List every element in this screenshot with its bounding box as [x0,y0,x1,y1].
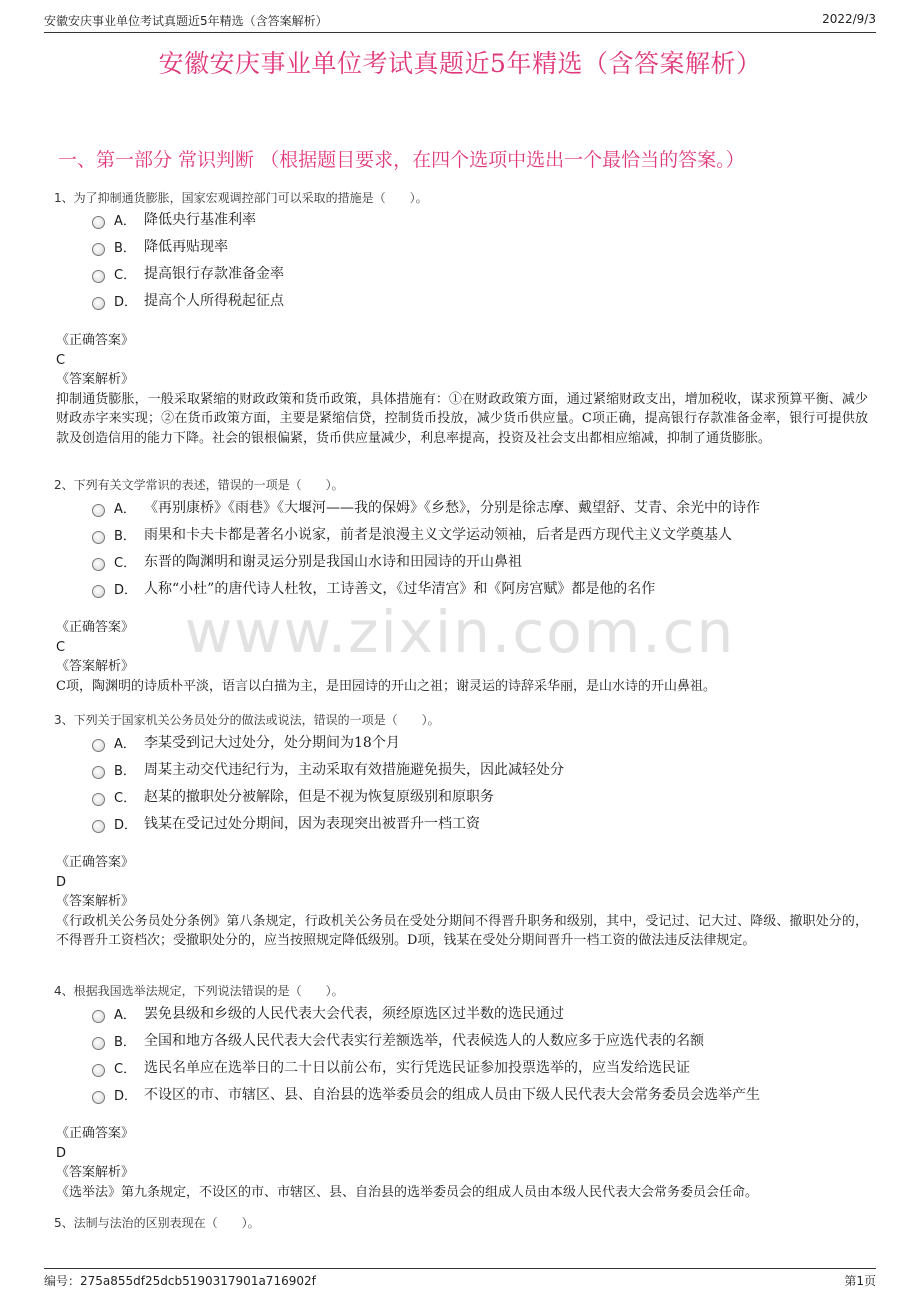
watermark: www.zixin.com.cn [184,598,736,666]
option-text: 东晋的陶渊明和谢灵运分别是我国山水诗和田园诗的开山鼻祖 [144,554,522,570]
radio-button-icon[interactable] [92,739,105,752]
option-text: 赵某的撤职处分被解除，但是不视为恢复原级别和原职务 [144,789,494,805]
option-text: 人称“小杜”的唐代诗人杜牧，工诗善文，《过华清宫》和《阿房宫赋》都是他的名作 [144,581,656,597]
answer-block [56,331,868,448]
radio-button-icon[interactable] [92,270,105,283]
answer-label: 《正确答案》 [56,1126,135,1141]
option-text: 罢免县级和乡级的人民代表大会代表，须经原选区过半数的选民通过 [144,1006,564,1022]
option-key: B． [114,763,136,779]
explanation-text: 《行政机关公务员处分条例》第八条规定，行政机关公务员在受处分期间不得晋升职务和级别，其中，受记过、记大过、降级、撤职处分的，不得晋升工资档次；受撤职处分的，应当按照规定降低级别。D项，钱某在受处分期间晋升一档工资的做法违反法律规定。 [56,913,868,948]
radio-button-icon[interactable] [92,820,105,833]
radio-button-icon[interactable] [92,793,105,806]
radio-button-icon[interactable] [92,1091,105,1104]
explanation-text: 《选举法》第九条规定，不设区的市、市辖区、县、自治县的选举委员会的组成人员由本级人民代表大会常务委员会任命。 [56,1184,759,1200]
option-key: C． [114,1061,137,1077]
page-header [44,12,876,33]
option-key: C． [114,555,137,571]
radio-button-icon[interactable] [92,1010,105,1023]
option-text: 不设区的市、市辖区、县、自治县的选举委员会的组成人员由下级人民代表大会常务委员会选举产生 [144,1087,760,1103]
option-b[interactable] [92,236,228,256]
option-key: B． [114,1034,136,1050]
option-key: C． [114,267,137,283]
option-key: D． [114,1088,138,1104]
answer-value: C [56,352,66,368]
option-text: 降低央行基准利率 [144,212,256,228]
option-key: D． [114,817,138,833]
radio-button-icon[interactable] [92,504,105,517]
option-text: 周某主动交代违纪行为，主动采取有效措施避免损失，因此减轻处分 [144,762,564,778]
question-stem: 4、根据我国选举法规定，下列说法错误的是（ ）。 [54,984,344,998]
option-key: B． [114,528,136,544]
option-text: 全国和地方各级人民代表大会代表实行差额选举，代表候选人的人数应多于应选代表的名额 [144,1033,704,1049]
page-number: 第1页 [844,1274,876,1288]
document-id: 编号：275a855df25dcb5190317901a716902f [44,1274,316,1288]
question-stem: 1、为了抑制通货膨胀，国家宏观调控部门可以采取的措施是（ ）。 [54,191,428,205]
answer-block [56,853,868,951]
option-text: 钱某在受记过处分期间，因为表现突出被晋升一档工资 [144,816,480,832]
option-a[interactable] [92,209,256,229]
option-text: 提高银行存款准备金率 [144,266,284,282]
answer-value: D [56,874,67,890]
answer-value: C [56,639,66,655]
answer-label: 《正确答案》 [56,855,135,870]
option-key: B． [114,240,136,256]
radio-button-icon[interactable] [92,558,105,571]
option-c[interactable] [92,1057,690,1077]
radio-button-icon[interactable] [92,1037,105,1050]
explanation-label: 《答案解析》 [56,1165,135,1180]
option-text: 提高个人所得税起征点 [144,293,284,309]
question-stem: 3、下列关于国家机关公务员处分的做法或说法，错误的一项是（ ）。 [54,713,440,727]
explanation-label: 《答案解析》 [56,894,135,909]
option-text: 雨果和卡夫卡都是著名小说家，前者是浪漫主义文学运动领袖，后者是西方现代主义文学奠基人 [144,527,732,543]
option-key: D． [114,294,138,310]
option-b[interactable] [92,759,564,779]
answer-label: 《正确答案》 [56,620,135,635]
question-stem: 5、法制与法治的区别表现在（ ）。 [54,1216,260,1230]
option-a[interactable] [92,1003,564,1023]
document-title: 安徽安庆事业单位考试真题近5年精选（含答案解析） [158,49,762,78]
explanation-text: 抑制通货膨胀，一般采取紧缩的财政政策和货币政策，具体措施有：①在财政政策方面，通过紧缩财政支出，增加税收，谋求预算平衡、减少财政赤字来实现；②在货币政策方面，主要是紧缩信贷，控制货币投放，减少货币供应量。C项正确，提高银行存款准备金率，银行可提供放款及创造信用的能力下降。社会的银根偏紧，货币供应量减少，利息率提高，投资及社会支出都相应缩减，抑制了通货膨胀。 [56,391,868,446]
option-key: A． [114,501,136,517]
radio-button-icon[interactable] [92,585,105,598]
radio-button-icon[interactable] [92,243,105,256]
page-footer [44,1268,876,1290]
option-b[interactable] [92,1030,704,1050]
option-c[interactable] [92,263,284,283]
radio-button-icon[interactable] [92,297,105,310]
option-key: A． [114,213,136,229]
option-key: C． [114,790,137,806]
radio-button-icon[interactable] [92,766,105,779]
answer-value: D [56,1145,67,1161]
option-text: 李某受到记大过处分，处分期间为18个月 [144,735,400,751]
section-heading: 一、第一部分 常识判断 （根据题目要求，在四个选项中选出一个最恰当的答案。） [58,149,745,171]
header-doc-title: 安徽安庆事业单位考试真题近5年精选（含答案解析） [44,14,328,28]
option-key: A． [114,736,136,752]
option-d[interactable] [92,578,655,598]
option-a[interactable] [92,732,400,752]
option-c[interactable] [92,551,522,571]
answer-block [56,1124,868,1202]
option-text: 降低再贴现率 [144,239,228,255]
radio-button-icon[interactable] [92,531,105,544]
answer-label: 《正确答案》 [56,333,135,348]
question-stem: 2、下列有关文学常识的表述，错误的一项是（ ）。 [54,478,344,492]
explanation-label: 《答案解析》 [56,659,135,674]
option-d[interactable] [92,1084,760,1104]
explanation-label: 《答案解析》 [56,372,135,387]
radio-button-icon[interactable] [92,1064,105,1077]
option-b[interactable] [92,524,732,544]
option-text: 选民名单应在选举日的二十日以前公布，实行凭选民证参加投票选举的，应当发给选民证 [144,1060,690,1076]
option-key: D． [114,582,138,598]
radio-button-icon[interactable] [92,216,105,229]
option-c[interactable] [92,786,494,806]
answer-block [56,618,868,696]
option-key: A． [114,1007,136,1023]
option-a[interactable] [92,497,760,517]
option-text: 《再别康桥》《雨巷》《大堰河——我的保姆》《乡愁》，分别是徐志摩、戴望舒、艾青、余光中的诗作 [144,500,760,516]
header-date: 2022/9/3 [822,12,876,26]
option-d[interactable] [92,813,480,833]
explanation-text: C项，陶渊明的诗质朴平淡，语言以白描为主，是田园诗的开山之祖；谢灵运的诗辞采华丽，是山水诗的开山鼻祖。 [56,678,716,694]
option-d[interactable] [92,290,284,310]
